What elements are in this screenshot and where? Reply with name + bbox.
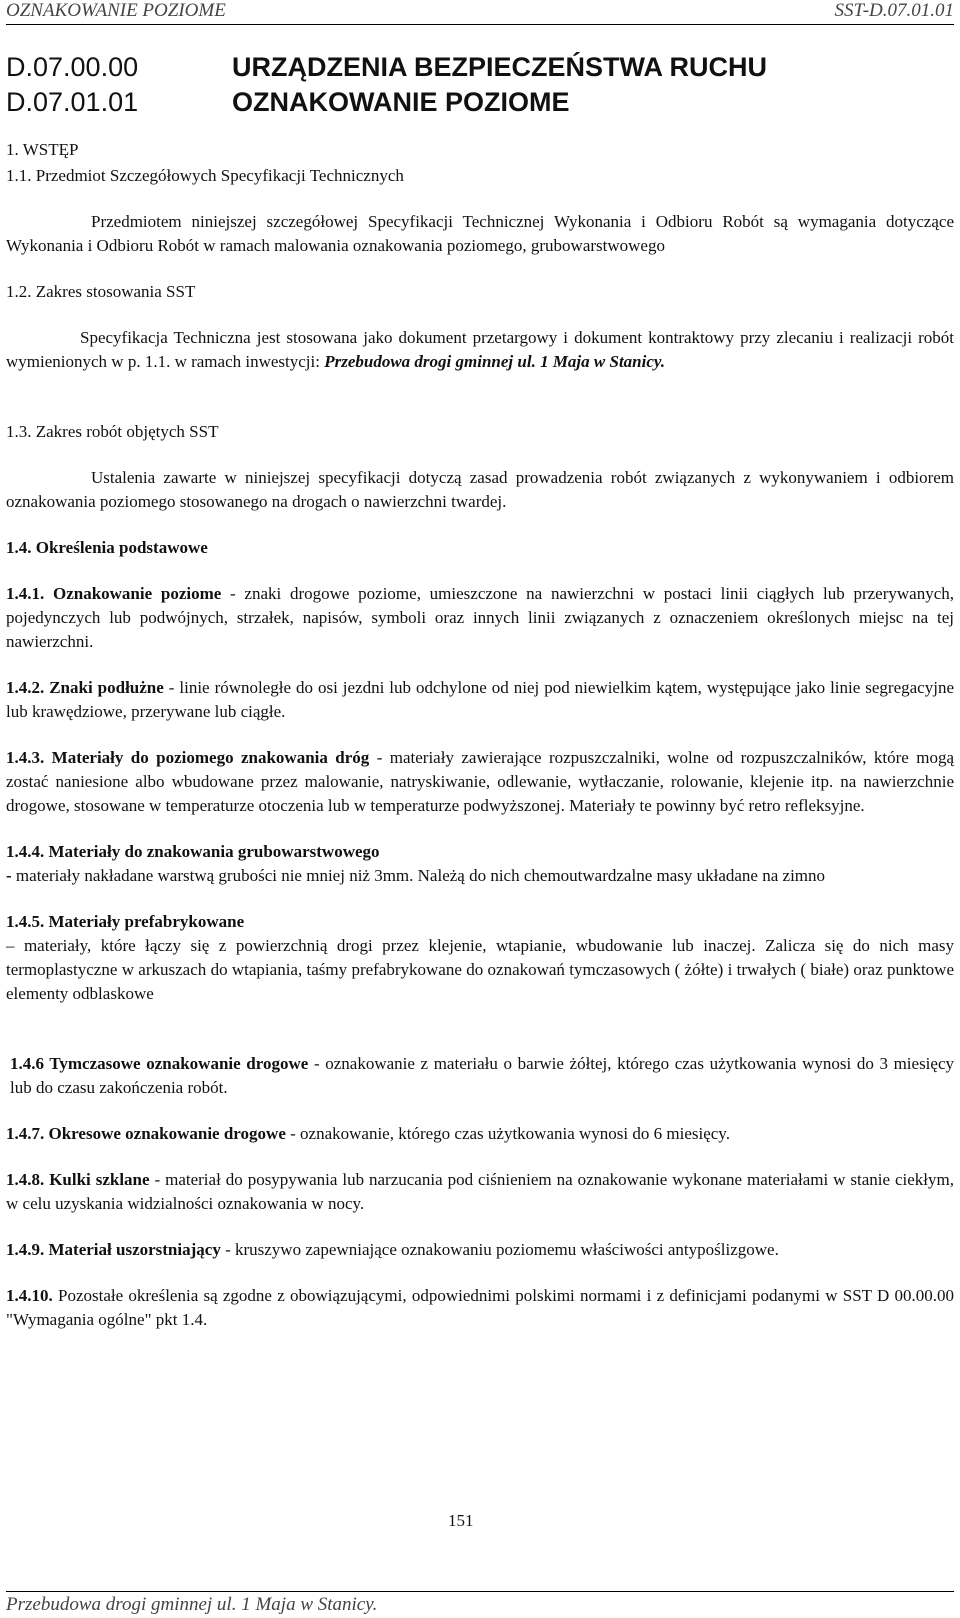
document-body [6, 138, 954, 1332]
title-code: D.07.00.00 [6, 52, 139, 82]
definition [6, 746, 954, 818]
definition-term: 1.4.3. Materiały do poziomego znakowania dróg [6, 748, 370, 767]
definition-term: 1.4.2. Znaki podłużne [6, 678, 164, 697]
definition-term: 1.4.10. [6, 1286, 53, 1305]
section-heading: 1.3. Zakres robót objętych SST [6, 422, 219, 441]
definition-text: Pozostałe określenia są zgodne z obowiązującymi, odpowiednimi polskimi normami i z definicjami podanymi w SST D 00.00.00 "Wymagania ogólne" pkt 1.4. [6, 1286, 954, 1329]
section-heading: 1.4. Określenia podstawowe [6, 538, 208, 557]
definition-term: 1.4.6 Tymczasowe oznakowanie drogowe [10, 1054, 309, 1073]
header-doc-code: SST-D.07.01.01 [834, 0, 954, 21]
definition-term: 1.4.8. Kulki szklane [6, 1170, 150, 1189]
definition [6, 676, 954, 724]
header-title: OZNAKOWANIE POZIOME [6, 0, 226, 21]
paragraph [6, 326, 954, 374]
title-row [6, 50, 954, 85]
definition-term: 1.4.9. Materiał uszorstniający [6, 1240, 221, 1259]
definition-text: - znaki drogowe poziome, umieszczone na nawierzchni w postaci linii ciągłych lub przerywanych, pojedynczych lub podwójnych, strzałek, napisów, symboli oraz innych linii związanych z oznaczeniem określonych miejsc na tej nawierzchni. [6, 584, 955, 651]
definition [6, 910, 954, 1006]
definition-text: - oznakowanie z materiału o barwie żółtej, którego czas użytkowania wynosi do 3 miesięcy lub do czasu zakończenia robót. [10, 1054, 954, 1097]
definition [6, 1122, 954, 1146]
section-heading: 1. WSTĘP [6, 140, 79, 159]
title-code: D.07.01.01 [6, 87, 139, 117]
title-row [6, 85, 954, 120]
document-titles [6, 50, 954, 120]
paragraph: Ustalenia zawarte w niniejszej specyfikacji dotyczą zasad prowadzenia robót związanych z wykonywaniem i odbiorem oznakowania poziomego stosowanego na drogach o nawierzchni twardej. [6, 468, 954, 511]
page-number: 151 [448, 1511, 474, 1530]
definition-text: – materiały, które łączy się z powierzchnią drogi przez klejenie, wtapianie, wbudowanie lub inaczej. Zalicza się do nich masy termoplastyczne w arkuszach do wtapiania, taśmy prefabrykowane do oznakowań tymczasowych ( żółte) i trwałych ( białe) oraz punktowe elementy odblaskowe [6, 936, 954, 1003]
running-header [6, 0, 954, 25]
project-name: Przebudowa drogi gminnej ul. 1 Maja w Stanicy. [324, 352, 666, 371]
footer-project: Przebudowa drogi gminnej ul. 1 Maja w Stanicy. [6, 1594, 378, 1615]
definition [6, 840, 954, 888]
definition-term: 1.4.7. Okresowe oznakowanie drogowe [6, 1124, 286, 1143]
definition-text: materiały nakładane warstwą grubości nie mniej niż 3mm. Należą do nich chemoutwardzalne masy układane na zimno [11, 866, 826, 885]
definition-dash: - [6, 866, 12, 885]
title-name: URZĄDZENIA BEZPIECZEŃSTWA RUCHU [232, 52, 767, 82]
definition-term: 1.4.5. Materiały prefabrykowane [6, 912, 245, 931]
definition-text: - linie równoległe do osi jezdni lub odchylone od niej pod niewielkim kątem, występujące jako linie segregacyjne lub krawędziowe, przerywane lub ciągłe. [6, 678, 954, 721]
definition-text: - kruszywo zapewniające oznakowaniu poziomemu właściwości antypoślizgowe. [220, 1240, 779, 1259]
running-footer [6, 1591, 954, 1618]
definition [6, 1284, 954, 1332]
definition-text: - materiały zawierające rozpuszczalniki, wolne od rozpuszczalników, które mogą zostać naniesione albo wbudowane przez malowanie, natryskiwanie, odlewanie, wytłaczanie, rolowanie, klejenie itp. na nawierzchnie drogowe, stosowane w temperaturze otoczenia lub w temperaturze podwyższonej. Materiały te powinny być retro refleksyjne. [6, 748, 954, 815]
definition [6, 582, 954, 654]
paragraph-text: Specyfikacja Techniczna jest stosowana jako dokument przetargowy i dokument kontraktowy przy zlecaniu i realizacji robót wymienionych w p. 1.1. w ramach inwestycji: [6, 328, 954, 371]
title-name: OZNAKOWANIE POZIOME [232, 87, 570, 117]
definition-term: 1.4.4. Materiały do znakowania grubowarstwowego [6, 842, 380, 861]
definition-text: - oznakowanie, którego czas użytkowania wynosi do 6 miesięcy. [285, 1124, 730, 1143]
definition-term: 1.4.1. Oznakowanie poziome [6, 584, 222, 603]
definition [6, 1238, 954, 1262]
definition [6, 1168, 954, 1216]
definition-text: - materiał do posypywania lub narzucania pod ciśnieniem na oznakowanie wykonane materiałami w stanie ciekłym, w celu uzyskania widzialności oznakowania w nocy. [6, 1170, 954, 1213]
section-heading: 1.1. Przedmiot Szczegółowych Specyfikacji Technicznych [6, 166, 404, 185]
section-heading: 1.2. Zakres stosowania SST [6, 282, 196, 301]
paragraph: Przedmiotem niniejszej szczegółowej Specyfikacji Technicznej Wykonania i Odbioru Robót są wymagania dotyczące Wykonania i Odbioru Robót w ramach malowania oznakowania poziomego, grubowarstwowego [6, 212, 954, 255]
definition [6, 1052, 954, 1100]
